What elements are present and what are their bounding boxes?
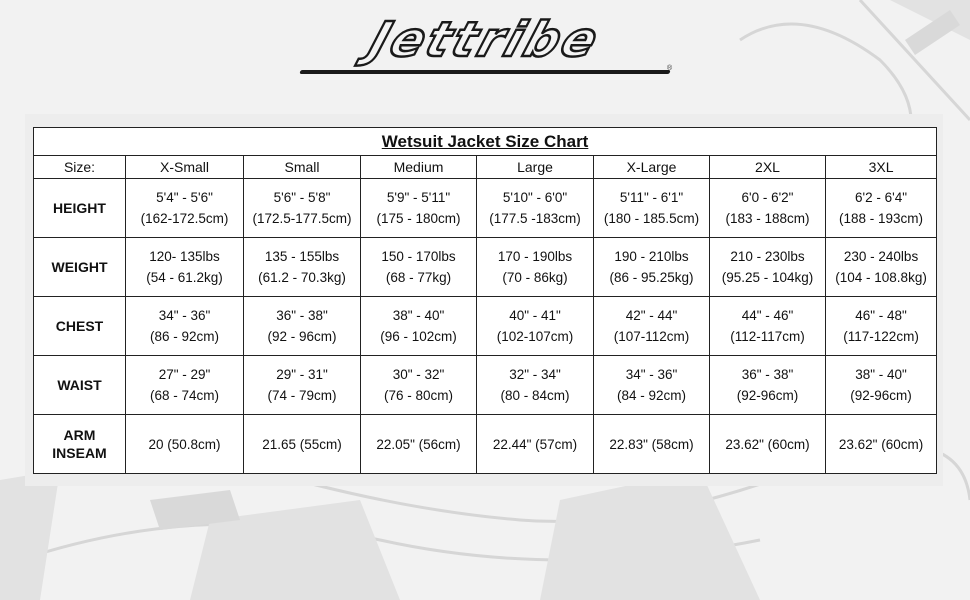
table-cell: 135 - 155lbs (61.2 - 70.3kg) (244, 238, 361, 297)
table-cell: 22.05" (56cm) (361, 415, 477, 474)
height-row (34, 179, 937, 238)
table-cell: 23.62" (60cm) (710, 415, 826, 474)
table-cell: 44" - 46" (112-117cm) (710, 297, 826, 356)
table-cell: 42" - 44" (107-112cm) (594, 297, 710, 356)
table-cell: 6'2 - 6'4" (188 - 193cm) (826, 179, 937, 238)
size-header-row (34, 156, 937, 179)
row-label-height: HEIGHT (34, 179, 126, 238)
chart-title-cell (34, 128, 937, 156)
table-cell: 23.62" (60cm) (826, 415, 937, 474)
arm-inseam-row (34, 415, 937, 474)
weight-row (34, 238, 937, 297)
table-cell: 22.83" (58cm) (594, 415, 710, 474)
table-cell: 36" - 38" (92 - 96cm) (244, 297, 361, 356)
table-cell: 6'0 - 6'2" (183 - 188cm) (710, 179, 826, 238)
table-cell: 22.44" (57cm) (477, 415, 594, 474)
waist-row (34, 356, 937, 415)
row-label-weight: WEIGHT (34, 238, 126, 297)
size-header-label: Size: (34, 156, 126, 179)
row-label-arm-inseam: ARM INSEAM (34, 415, 126, 474)
table-cell: 30" - 32" (76 - 80cm) (361, 356, 477, 415)
size-header-3xl: 3XL (826, 156, 937, 179)
size-header-xlarge: X-Large (594, 156, 710, 179)
jettribe-logo (295, 10, 685, 78)
table-cell: 36" - 38" (92-96cm) (710, 356, 826, 415)
logo-wordmark: Jettribe (362, 12, 608, 68)
table-cell: 34" - 36" (86 - 92cm) (126, 297, 244, 356)
table-cell: 38" - 40" (96 - 102cm) (361, 297, 477, 356)
table-cell: 27" - 29" (68 - 74cm) (126, 356, 244, 415)
table-cell: 5'11" - 6'1" (180 - 185.5cm) (594, 179, 710, 238)
table-cell: 38" - 40" (92-96cm) (826, 356, 937, 415)
size-header-medium: Medium (361, 156, 477, 179)
size-header-xsmall: X-Small (126, 156, 244, 179)
table-cell: 5'6" - 5'8" (172.5-177.5cm) (244, 179, 361, 238)
row-label-chest: CHEST (34, 297, 126, 356)
table-cell: 5'9" - 5'11" (175 - 180cm) (361, 179, 477, 238)
size-header-2xl: 2XL (710, 156, 826, 179)
table-cell: 20 (50.8cm) (126, 415, 244, 474)
chest-row (34, 297, 937, 356)
size-chart-table (33, 127, 937, 474)
table-cell: 230 - 240lbs (104 - 108.8kg) (826, 238, 937, 297)
table-cell: 170 - 190lbs (70 - 86kg) (477, 238, 594, 297)
table-cell: 40" - 41" (102-107cm) (477, 297, 594, 356)
row-label-waist: WAIST (34, 356, 126, 415)
table-cell: 29" - 31" (74 - 79cm) (244, 356, 361, 415)
registered-mark: ® (667, 65, 673, 72)
table-cell: 210 - 230lbs (95.25 - 104kg) (710, 238, 826, 297)
logo-underline (299, 70, 670, 74)
table-cell: 150 - 170lbs (68 - 77kg) (361, 238, 477, 297)
table-cell: 32" - 34" (80 - 84cm) (477, 356, 594, 415)
table-cell: 21.65 (55cm) (244, 415, 361, 474)
table-cell: 5'10" - 6'0" (177.5 -183cm) (477, 179, 594, 238)
size-header-small: Small (244, 156, 361, 179)
table-cell: 34" - 36" (84 - 92cm) (594, 356, 710, 415)
table-cell: 46" - 48" (117-122cm) (826, 297, 937, 356)
chart-title: Wetsuit Jacket Size Chart (381, 131, 589, 151)
table-cell: 120- 135lbs (54 - 61.2kg) (126, 238, 244, 297)
table-cell: 5'4" - 5'6" (162-172.5cm) (126, 179, 244, 238)
size-header-large: Large (477, 156, 594, 179)
table-cell: 190 - 210lbs (86 - 95.25kg) (594, 238, 710, 297)
